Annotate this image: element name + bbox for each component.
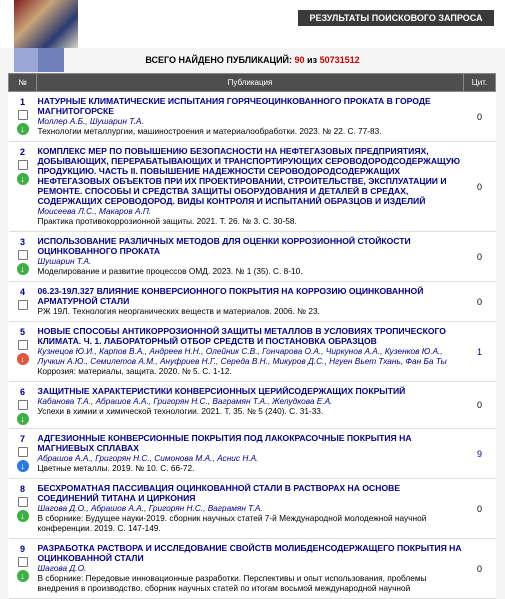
citation-count: 0 [476, 111, 482, 122]
citation-count: 0 [476, 296, 482, 307]
publication-source: В сборнике: Передовые инновационные разработки. Перспективы и опыт использования, проблемы внедрения в производство. сборник научных статей по итогам восьмой международной научной [37, 573, 427, 593]
table-row [9, 92, 496, 142]
publication-source: РЖ 19Л. Технология неорганических веществ и материалов. 2006. № 23. [37, 306, 320, 316]
citation-count: 0 [476, 503, 482, 514]
publication-title-link[interactable]: 06.23-19Л.327 ВЛИЯНИЕ КОНВЕРСИОННОГО ПОКРЫТИЯ НА КОРРОЗИЮ ОЦИНКОВАННОЙ АРМАТУРНОЙ СТАЛИ [37, 286, 424, 306]
publication-source: Цветные металлы. 2019. № 10. С. 66-72. [37, 463, 195, 473]
column-citations: Цит. [464, 74, 496, 92]
publication-title-link[interactable]: КОМПЛЕКС МЕР ПО ПОВЫШЕНИЮ БЕЗОПАСНОСТИ НА НЕФТЕГАЗОВЫХ ПРЕДПРИЯТИЯХ, ДОБЫВАЮЩИХ, ПЕРЕРАБАТЫВАЮЩИХ И ТРАНСПОРТИРУЮЩИХ СЕРОВОДОРОДСОДЕРЖАЩУЮ ПРОДУКЦИЮ. ЧАСТЬ II. ПОВЫШЕНИЕ НАДЕЖНОСТИ СЕРОВОДОРОДСОДЕРЖАЩИХ НЕФТЕГАЗОВЫХ ОБЪЕКТОВ ПРИ ИХ ПРОЕКТИРОВАНИИ, СТРОИТЕЛЬСТВЕ, ЭКСПЛУАТАЦИИ И РЕМОНТЕ. СПОСОБЫ И СРЕДСТВА ЗАЩИТЫ ОБОРУДОВАНИЯ И ДЕТАЛЕЙ В СРЕДАХ, СОДЕРЖАЩИХ СЕРОВОДОРОД. ВИДЫ КОНТРОЛЯ И ИСПЫТАНИЙ ОБРАЗЦОВ И ИЗДЕЛИЙ [37, 146, 461, 206]
publication-title-link[interactable]: РАЗРАБОТКА РАСТВОРА И ИССЛЕДОВАНИЕ СВОЙСТВ МОЛИБДЕНСОДЕРЖАЩЕГО ПОКРЫТИЯ НА ОЦИНКОВАННОЙ СТАЛИ [37, 543, 462, 563]
table-row [9, 322, 496, 382]
select-checkbox[interactable] [18, 340, 28, 350]
publication-title-link[interactable]: БЕСХРОМАТНАЯ ПАССИВАЦИЯ ОЦИНКОВАННОЙ СТАЛИ В РАСТВОРАХ НА ОСНОВЕ СОЕДИНЕНИЙ ТИТАНА И ЦИРКОНИЯ [37, 483, 401, 503]
download-icon[interactable]: ↓ [17, 263, 29, 275]
row-number: 7 [19, 434, 25, 444]
totals-line [0, 55, 505, 65]
download-icon[interactable]: ↓ [17, 460, 29, 472]
row-number: 1 [19, 97, 25, 107]
row-number: 4 [19, 287, 25, 297]
table-row [9, 429, 496, 479]
publication-authors[interactable]: Кабанова Т.А., Абрашов А.А., Григорян Н.С., Ваграмян Т.А., Желудкова Е.А. [37, 396, 333, 406]
publication-authors[interactable]: Кузнецов Ю.И., Карпов В.А., Андреев Н.Н., Олейник С.В., Гончарова О.А., Чиркунов А.А., Кузенков Ю.А., Лучкин А.Ю., Семилетов А.М., Ануфриев Н.Г., Середа В.Н., Микуров Д.С., Нгуен Вьет Тхань, Фан Ба Ты [37, 346, 447, 366]
download-icon[interactable]: ↓ [17, 353, 29, 365]
citation-count[interactable]: 1 [476, 346, 482, 357]
download-icon[interactable]: ↓ [17, 123, 29, 135]
column-publication: Публикация [37, 74, 464, 92]
publication-authors[interactable]: Шушарин Т.А. [37, 256, 92, 266]
citation-count[interactable]: 9 [476, 448, 482, 459]
publication-title-link[interactable]: НОВЫЕ СПОСОБЫ АНТИКОРРОЗИОННОЙ ЗАЩИТЫ МЕТАЛЛОВ В УСЛОВИЯХ ТРОПИЧЕСКОГО КЛИМАТА. Ч. 1. ЛАБОРАТОРНЫЙ ОТБОР СРЕДСТВ И ПОСТАНОВКА ОБРАЗЦОВ [37, 326, 446, 346]
table-row [9, 479, 496, 539]
select-checkbox[interactable] [18, 400, 28, 410]
download-icon[interactable]: ↓ [17, 570, 29, 582]
column-num: № [9, 74, 37, 92]
totals-from: из [307, 55, 318, 65]
publication-source: Успехи в химии и химической технологии. 2021. Т. 35. № 5 (240). С. 31-33. [37, 406, 324, 416]
page-title: РЕЗУЛЬТАТЫ ПОИСКОВОГО ЗАПРОСА [298, 10, 494, 26]
table-row [9, 382, 496, 429]
select-checkbox[interactable] [18, 557, 28, 567]
download-icon[interactable]: ↓ [17, 173, 29, 185]
publication-source: Коррозия: материалы, защита. 2020. № 5. С. 1-12. [37, 366, 232, 376]
download-icon[interactable]: ↓ [17, 413, 29, 425]
journal-cover-image [14, 0, 78, 48]
citation-count: 0 [476, 563, 482, 574]
download-icon[interactable]: ↓ [17, 510, 29, 522]
total-count: 50731512 [319, 55, 360, 65]
table-row [9, 232, 496, 282]
select-checkbox[interactable] [18, 497, 28, 507]
publication-title-link[interactable]: АДГЕЗИОННЫЕ КОНВЕРСИОННЫЕ ПОКРЫТИЯ ПОД ЛАКОКРАСОЧНЫЕ ПОКРЫТИЯ НА МАГНИЕВЫХ СПЛАВАХ [37, 433, 412, 453]
table-row [9, 282, 496, 322]
publication-authors[interactable]: Шагова Д.О. [37, 563, 87, 573]
publication-authors[interactable]: Шагова Д.О., Абрашов А.А., Григорян Н.С., Ваграмян Т.А. [37, 503, 263, 513]
select-checkbox[interactable] [18, 110, 28, 120]
citation-count: 0 [476, 181, 482, 192]
row-number: 6 [19, 387, 25, 397]
publication-source: В сборнике: Будущее науки-2019. сборник научных статей 7-й Международной молодежной научной конференции. 2019. С. 147-149. [37, 513, 427, 533]
row-number: 2 [19, 147, 25, 157]
citation-count: 0 [476, 251, 482, 262]
table-row [9, 142, 496, 232]
select-checkbox[interactable] [18, 447, 28, 457]
publication-source: Практика противокоррозионной защиты. 2021. Т. 26. № 3. С. 30-58. [37, 216, 297, 226]
header [0, 0, 505, 48]
select-checkbox[interactable] [18, 300, 28, 310]
row-number: 8 [19, 484, 25, 494]
publication-authors[interactable]: Моллер А.Б., Шушарин Т.А. [37, 116, 144, 126]
publication-authors[interactable]: Абрашов А.А., Григорян Н.С., Симонова М.А., Асниc Н.А. [37, 453, 259, 463]
row-number: 9 [19, 544, 25, 554]
row-number: 5 [19, 327, 25, 337]
citation-count: 0 [476, 400, 482, 410]
publication-source: Технологии металлургии, машиностроения и материалообработки. 2023. № 22. С. 77-83. [37, 126, 382, 136]
select-checkbox[interactable] [18, 160, 28, 170]
publication-authors[interactable]: Моисеева Л.С., Макаров А.П. [37, 206, 152, 216]
select-checkbox[interactable] [18, 250, 28, 260]
table-row [9, 539, 496, 599]
results-table [8, 73, 496, 599]
found-count: 90 [294, 55, 305, 65]
publication-title-link[interactable]: НАТУРНЫЕ КЛИМАТИЧЕСКИЕ ИСПЫТАНИЯ ГОРЯЧЕОЦИНКОВАННОГО ПРОКАТА В ГОРОДЕ МАГНИТОГОРСКЕ [37, 96, 431, 116]
totals-label: ВСЕГО НАЙДЕНО ПУБЛИКАЦИЙ: [145, 55, 292, 65]
publication-source: Моделирование и развитие процессов ОМД. 2023. № 1 (35). С. 8-10. [37, 266, 303, 276]
publication-title-link[interactable]: ЗАЩИТНЫЕ ХАРАКТЕРИСТИКИ КОНВЕРСИОННЫХ ЦЕРИЙСОДЕРЖАЩИХ ПОКРЫТИЙ [37, 386, 406, 396]
publication-title-link[interactable]: ИСПОЛЬЗОВАНИЕ РАЗЛИЧНЫХ МЕТОДОВ ДЛЯ ОЦЕНКИ КОРРОЗИОННОЙ СТОЙКОСТИ ОЦИНКОВАННОГО ПРОКАТА [37, 236, 411, 256]
row-number: 3 [19, 237, 25, 247]
